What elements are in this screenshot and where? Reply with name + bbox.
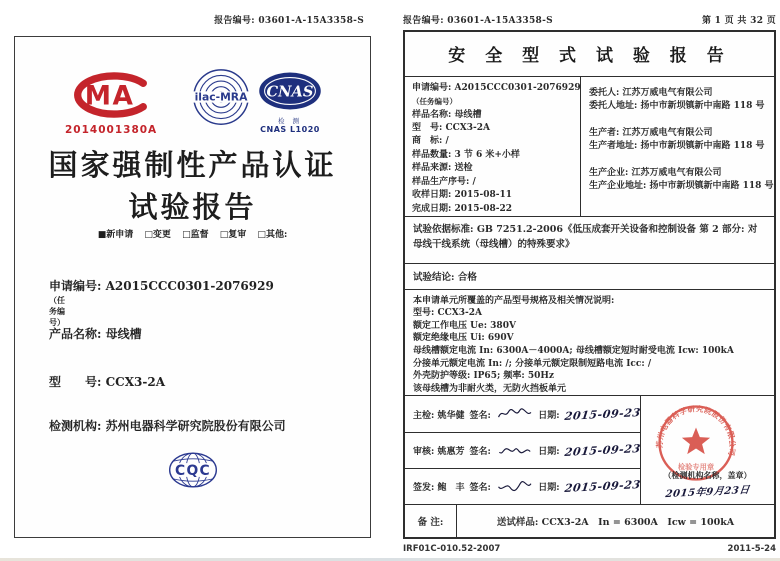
date-label: 日期: (538, 482, 560, 493)
spec-line: 额定绝缘电压 Ui: 690V (413, 333, 514, 344)
info-line: 收样日期: 2015-08-11 (412, 190, 513, 201)
reviewer-role: 审核: 姚惠芳 (413, 446, 465, 457)
info-line: 型 号: CCX3-2A (412, 123, 491, 134)
info-line: 生产者: 江苏万威电气有限公司 (589, 127, 713, 138)
right-page-header (403, 13, 776, 26)
cnas-accreditation-number: CNAS L1020 (260, 125, 320, 134)
report-form-page (403, 30, 776, 539)
cma-logo (65, 71, 157, 136)
info-line: 样品名称: 母线槽 (412, 109, 482, 120)
report-title: 安 全 型 式 试 验 报 告 (448, 46, 731, 67)
remarks-label: 备 注: (405, 505, 457, 537)
checkbox-supervision: □监督 (182, 230, 209, 240)
inspector-role: 主检: 姚华健 (413, 410, 465, 421)
info-line: 生产者地址: 扬中市新坝镇新中南路 118 号 (589, 141, 765, 152)
spec-line: 母线槽额定电流 In: 6300A－4000A; 母线槽额定短时耐受电流 Icw: 100kA (413, 346, 734, 357)
signature-scribble-icon (497, 478, 533, 494)
remarks-value: 送试样品: CCX3-2A In = 6300A Icw = 100kA (496, 517, 735, 529)
info-line: 委托人: 江苏万威电气有限公司 (589, 87, 713, 98)
product-name-label: 产品名称: (49, 327, 102, 341)
sample-info-section (405, 76, 774, 216)
signature-label: 签名: (469, 410, 491, 421)
left-report-number: 报告编号: 03601-A-15A3358-S (214, 16, 364, 26)
remarks-section (405, 504, 774, 537)
checkbox-empty-icon: □ (219, 230, 229, 240)
spec-line: 外壳防护等级: IP65; 频率: 50Hz (413, 371, 555, 382)
handwritten-date: 2015-09-23 (563, 405, 642, 423)
test-standard-section: 试验依据标准: GB 7251.2-2006《低压成套开关设备和控制设备 第 2 部分: 对母线干线系统（母线槽）的特殊要求》 (405, 216, 774, 263)
model-value: CCX3-2A (105, 375, 166, 389)
signature-rows (405, 396, 640, 504)
application-number-label: 申请编号: (49, 279, 102, 293)
spec-line: 分接单元额定电流 In: /; 分接单元额定限制短路电流 Icc: / (413, 358, 652, 369)
svg-text:CNAS: CNAS (266, 83, 314, 101)
application-number-value: A2015CCC0301-2076929 (105, 279, 274, 293)
test-agency-value: 苏州电器科学研究院股份有限公司 (105, 419, 286, 433)
info-line: 样品数量: 3 节 6 米+小样 (412, 149, 520, 160)
cma-number: 2014001380A (65, 124, 158, 136)
cqc-logo (15, 451, 370, 493)
cover-page (14, 36, 371, 538)
test-conclusion-section: 试验结论: 合格 (405, 263, 774, 289)
form-date: 2011-5-24 (727, 544, 776, 554)
svg-text:ilac-MRA: ilac-MRA (194, 90, 248, 104)
info-line: 样品生产序号: / (412, 176, 476, 187)
checkbox-empty-icon: □ (144, 230, 153, 240)
info-line: 商 标: / (412, 136, 449, 147)
model-label: 型 号: (49, 375, 102, 389)
task-number-note: （任务编号） (49, 295, 65, 327)
test-agency-field (49, 417, 286, 434)
cqc-globe-icon (167, 451, 219, 489)
checkbox-empty-icon: □ (257, 230, 266, 240)
ilac-mra-logo (191, 67, 251, 131)
right-report-number: 报告编号: 03601-A-15A3358-S (403, 16, 553, 26)
form-code: IRF01C-010.52-2007 (403, 544, 501, 554)
product-spec-section (405, 289, 774, 396)
stamp-caption: （检测机构名称，盖章） (663, 470, 752, 481)
model-field (49, 373, 165, 390)
cma-mark-icon (67, 71, 155, 119)
info-line: 委托人地址: 扬中市新坝镇新中南路 118 号 (589, 101, 765, 112)
cover-title-line2: 试验报告 (128, 190, 257, 224)
date-label: 日期: (538, 410, 560, 421)
signature-scribble-icon (497, 406, 533, 422)
handwritten-date: 2015-09-23 (563, 478, 642, 495)
product-name-value: 母线槽 (105, 327, 142, 341)
cnas-sub-label: 检 测 (277, 117, 303, 125)
right-page-footer (403, 544, 776, 554)
signature-scribble-icon (497, 442, 533, 458)
spec-line: 额定工作电压 Ue: 380V (413, 320, 516, 331)
signature-label: 签名: (469, 482, 491, 493)
svg-text:CQC: CQC (174, 462, 211, 479)
checkbox-review: □复审 (219, 230, 247, 240)
checkbox-filled-icon: ■ (97, 230, 107, 240)
cnas-oval-icon (257, 71, 323, 111)
application-number-field (49, 277, 274, 294)
checkbox-new-application: ■新申请 (97, 230, 134, 240)
agency-stamp-cell (640, 396, 774, 504)
spec-line: 型号: CCX3-2A (413, 308, 483, 319)
info-line: （任务编号） (412, 97, 457, 107)
approver-role: 签发: 鲍 丰 (413, 482, 465, 493)
svg-text:检验专用章: 检验专用章 (677, 462, 715, 472)
cnas-logo (255, 71, 325, 134)
signature-section (405, 395, 774, 504)
spec-line: 本申请单元所覆盖的产品型号规格及相关情况说明: (413, 295, 615, 306)
info-line: 申请编号: A2015CCC0301-2076929 (412, 82, 581, 93)
ilac-mra-icon (191, 67, 251, 127)
signature-label: 签名: (469, 446, 491, 457)
info-line: 生产企业: 江苏万威电气有限公司 (589, 167, 722, 178)
checkbox-other: □其他: (257, 230, 288, 240)
spec-line: 该母线槽为非耐火类，无防火挡板单元 (413, 383, 567, 394)
sample-info-right-column (581, 77, 774, 216)
signature-row-approver (405, 468, 640, 504)
application-type-checkboxes (15, 227, 370, 240)
checkbox-change: □变更 (144, 230, 171, 240)
stamp-handwritten-date: 2015年9月23日 (664, 484, 751, 501)
signature-row-reviewer (405, 432, 640, 468)
date-label: 日期: (538, 446, 560, 457)
test-agency-label: 检测机构: (49, 419, 102, 433)
handwritten-date: 2015-09-23 (563, 441, 642, 459)
info-line: 完成日期: 2015-08-22 (412, 203, 513, 214)
cover-title-line1: 国家强制性产品认证 (48, 148, 337, 182)
svg-text:苏州电器科学研究院股份有限公司: 苏州电器科学研究院股份有限公司 (655, 404, 737, 458)
signature-row-inspector (405, 396, 640, 431)
info-line: 生产企业地址: 扬中市新坝镇新中南路 118 号 (589, 181, 774, 192)
svg-text:MA: MA (84, 80, 135, 112)
checkbox-empty-icon: □ (182, 230, 191, 240)
page-counter: 第 1 页 共 32 页 (701, 16, 776, 26)
product-name-field (49, 325, 142, 342)
info-line: 样品来源: 送检 (412, 163, 473, 174)
sample-info-left-column (405, 77, 581, 216)
